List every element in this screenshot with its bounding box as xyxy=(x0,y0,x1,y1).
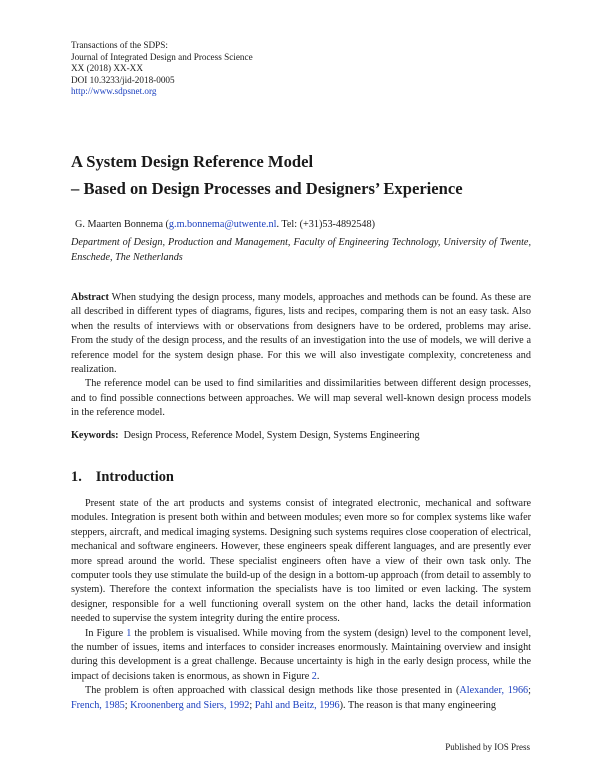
doi: DOI 10.3233/jid-2018-0005 xyxy=(71,74,175,85)
publisher-footer: Published by IOS Press xyxy=(445,742,530,752)
section-title: Introduction xyxy=(95,469,174,485)
citation-french-link[interactable]: French, 1985 xyxy=(71,699,125,711)
intro-paragraph-2: In Figure 1 the problem is visualised. While moving from the system (design) level to the component level, the number of issues, items and interfaces to consider increases enormously. Maintaining overview and insight during this development is a great challenge. Because uncertainty is high in the early design process, while the impact of decisions taken is enormous, as shown in Figure 2. xyxy=(71,627,532,682)
section-number: 1. xyxy=(71,469,82,485)
journal-header xyxy=(71,40,253,98)
journal-name: Journal of Integrated Design and Process Science xyxy=(71,51,253,62)
affiliation: Department of Design, Production and Management, Faculty of Engineering Technology, University of Twente, Enschede, The Netherlands xyxy=(71,237,531,263)
journal-volume: XX (2018) XX-XX xyxy=(71,63,143,74)
introduction-body xyxy=(71,497,531,713)
intro-paragraph-3: The problem is often approached with classical design methods like those presented in (Alexander, 1966; French, 1985; Kroonenberg and Siers, 1992; Pahl and Beitz, 1996). The reason is that many engineering xyxy=(71,685,531,711)
abstract-label: Abstract xyxy=(71,292,109,303)
journal-line: Transactions of the SDPS: xyxy=(71,40,168,50)
author-phone: . Tel: (+31)53-4892548) xyxy=(276,219,375,230)
citation-kroonenberg-link[interactable]: Kroonenberg and Siers, 1992 xyxy=(130,699,250,711)
citation-pahl-link[interactable]: Pahl and Beitz, 1996 xyxy=(254,699,340,711)
author-name: G. Maarten Bonnema ( xyxy=(75,219,169,230)
title-line-2: – Based on Design Processes and Designers’ Experience xyxy=(71,179,463,198)
paper-title xyxy=(71,148,463,202)
keywords-text: Design Process, Reference Model, System Design, Systems Engineering xyxy=(123,430,420,441)
section-heading xyxy=(71,469,174,486)
figure-1-link[interactable]: 1 xyxy=(126,627,132,639)
intro-paragraph-1: Present state of the art products and systems consist of integrated electronic, mechanical and software modules. Integration is present both within and between modules; even more so for complex systems like wafer steppers, aircraft, and medical imaging systems. Designing such systems requires close cooperation of electrical, mechanical and software engineers. However, these engineers speak different languages, and are presently ever more spread around the world. These specialist engineers often have a view of their own task only. The computer tools they use stimulate the build-up of the design in a bottom-up approach (from detail to assembly to system). Therefore the context information the specialists have is too limited or even lacking. The system designer, responsible for a well functioning overall system on the other hand, lacks the detail information needed to supervise the system integrity during the entire process. xyxy=(71,498,531,625)
figure-2-link[interactable]: 2 xyxy=(311,670,317,682)
keywords-label: Keywords xyxy=(71,430,116,441)
citation-alexander-link[interactable]: Alexander, 1966 xyxy=(459,685,529,697)
abstract-paragraph-2: The reference model can be used to find similarities and dissimilarities between different design processes, and to find possible connections between approaches. We will map several well-known design process models in the reference model. xyxy=(71,378,531,419)
author-line xyxy=(75,218,375,231)
abstract xyxy=(71,291,531,421)
abstract-paragraph-1: When studying the design process, many models, approaches and methods can be found. As these are all described in different types of diagrams, figures, lists and recipes, comparing them is not an easy task. Also when the results of interviews with or observations from designers have to be ordered, problems may arise. From the study of the design process, and the results of an investigation into the use of models, we will derive a reference model for the system design phase. For this we will also investigate complexity, concreteness and realization. xyxy=(71,292,531,376)
journal-url-link[interactable]: http://www.sdpsnet.org xyxy=(71,86,157,97)
keywords: Keywords: Design Process, Reference Model, System Design, Systems Engineering xyxy=(71,430,420,441)
author-email-link[interactable]: g.m.bonnema@utwente.nl xyxy=(168,219,277,230)
title-line-1: A System Design Reference Model xyxy=(71,152,314,171)
